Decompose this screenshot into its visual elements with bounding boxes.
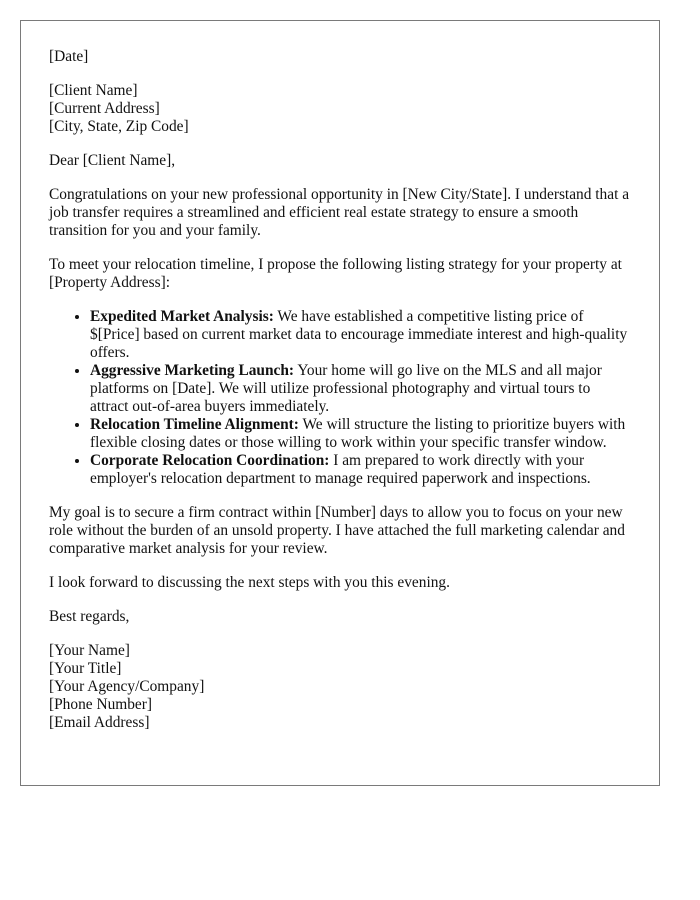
list-item-title: Relocation Timeline Alignment: — [90, 416, 299, 433]
signature-agency: [Your Agency/Company] — [49, 678, 205, 695]
letter-page — [20, 20, 660, 786]
goal-paragraph: My goal is to secure a firm contract within [Number] days to allow you to focus on your new role without the burden of an unsold property. I have attached the full marketing calendar and comparative market analysis for your review. — [49, 504, 625, 557]
signature-block — [49, 642, 631, 732]
recipient-city-state-zip: [City, State, Zip Code] — [49, 118, 189, 135]
recipient-address: [Current Address] — [49, 100, 160, 117]
strategy-list — [49, 308, 631, 488]
signature-title: [Your Title] — [49, 660, 122, 677]
recipient-address-block — [49, 82, 631, 136]
recipient-name: [Client Name] — [49, 82, 138, 99]
list-item-text: We have established a competitive listing price of $[Price] based on current market data to encourage immediate interest and high-quality offers. — [90, 308, 628, 361]
list-item-text: Your home will go live on the MLS and all major platforms on [Date]. We will utilize professional photography and virtual tours to attract out-of-area buyers immediately. — [90, 362, 602, 415]
letter-date: [Date] — [49, 48, 89, 65]
date-block — [49, 48, 631, 66]
list-item-text: We will structure the listing to prioritize buyers with flexible closing dates or those willing to work within your specific transfer window. — [90, 416, 626, 451]
list-item-title: Expedited Market Analysis: — [90, 308, 274, 325]
list-item — [90, 452, 631, 488]
strategy-intro-paragraph: To meet your relocation timeline, I propose the following listing strategy for your property at [Property Address]: — [49, 256, 622, 291]
signature-name: [Your Name] — [49, 642, 130, 659]
list-item — [90, 308, 631, 362]
list-item — [90, 416, 631, 452]
intro-paragraph: Congratulations on your new professional opportunity in [New City/State]. I understand that a job transfer requires a streamlined and efficient real estate strategy to ensure a smooth transition for you and your family. — [49, 186, 630, 239]
salutation: Dear [Client Name], — [49, 152, 176, 169]
list-item-title: Aggressive Marketing Launch: — [90, 362, 295, 379]
sign-off: Best regards, — [49, 608, 130, 625]
closing-paragraph: I look forward to discussing the next steps with you this evening. — [49, 574, 450, 591]
signature-phone: [Phone Number] — [49, 696, 153, 713]
list-item-title: Corporate Relocation Coordination: — [90, 452, 330, 469]
signature-email: [Email Address] — [49, 714, 150, 731]
list-item-text: I am prepared to work directly with your employer's relocation department to manage required paperwork and inspections. — [90, 452, 591, 487]
list-item — [90, 362, 631, 416]
